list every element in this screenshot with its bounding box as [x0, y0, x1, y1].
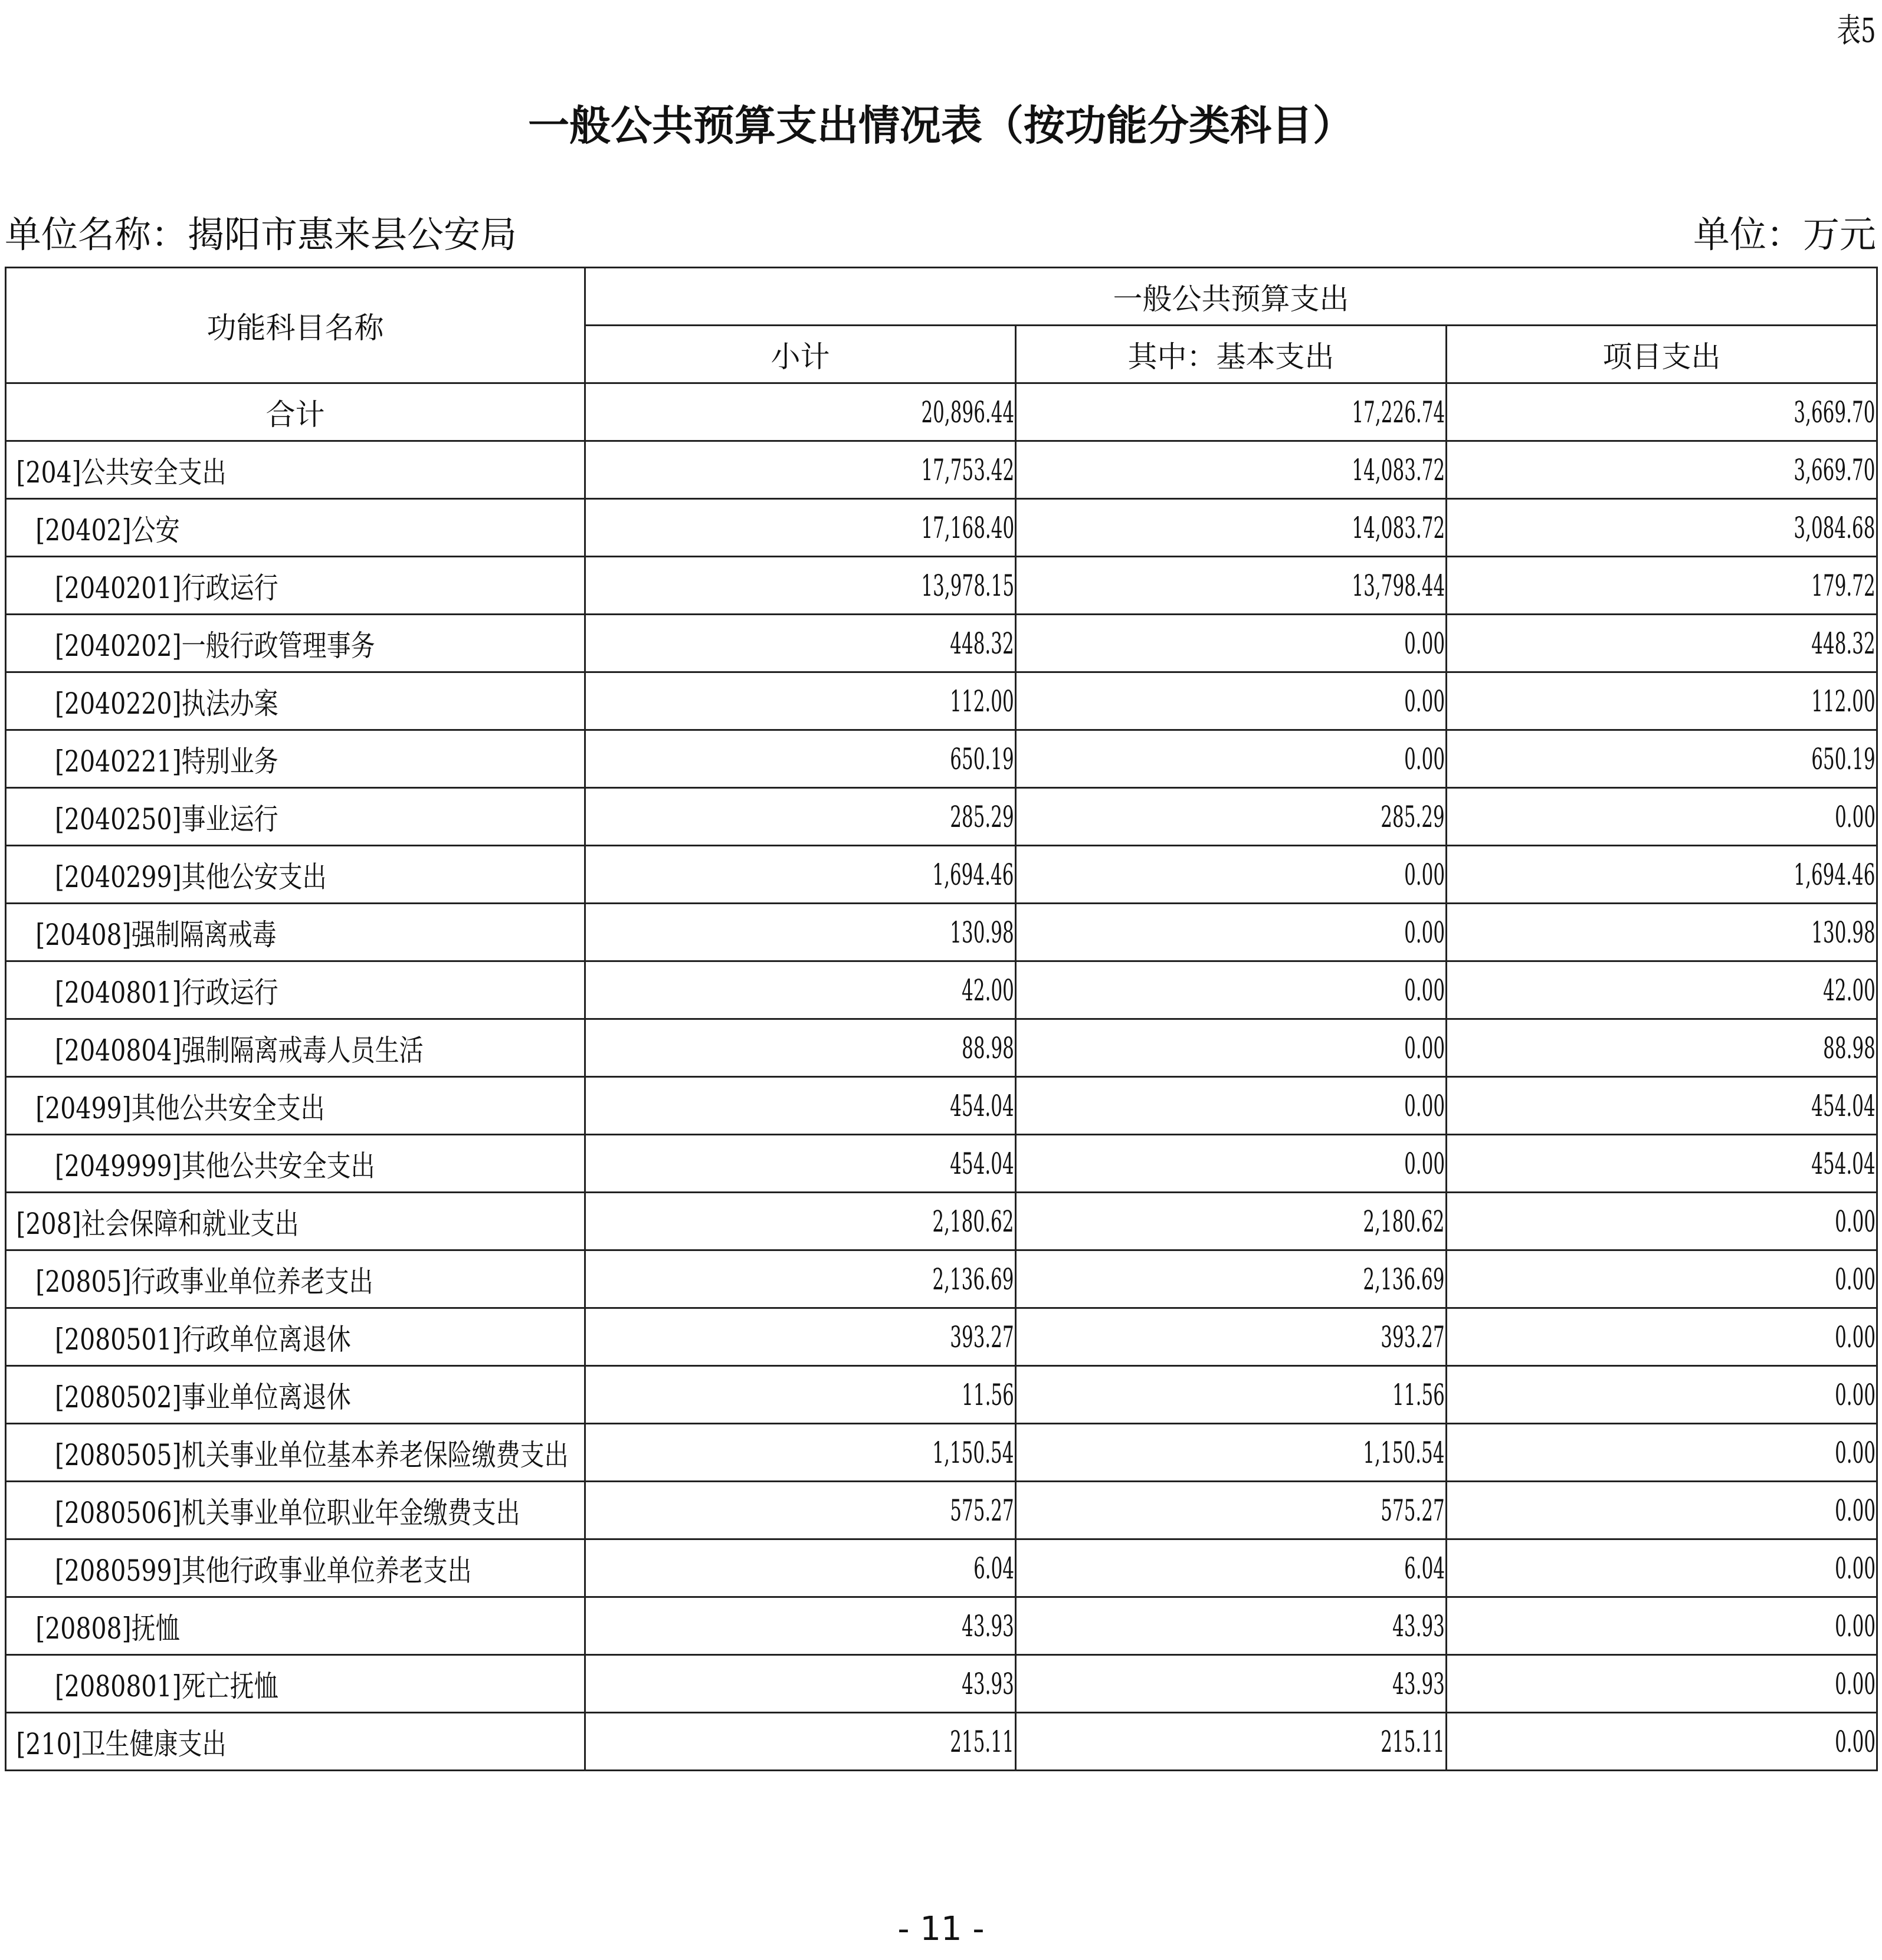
- row-name: [2040202]一般行政管理事务: [6, 615, 585, 672]
- row-basic: 43.93: [1016, 1655, 1447, 1713]
- table-number: 表5: [1837, 12, 1876, 50]
- row-basic: 43.93: [1016, 1597, 1447, 1655]
- row-project: 0.00: [1447, 788, 1877, 846]
- table-row: [6, 557, 1877, 615]
- row-name: [2080505]机关事业单位基本养老保险缴费支出: [6, 1424, 585, 1482]
- table-row: [6, 1308, 1877, 1366]
- row-project: 112.00: [1447, 672, 1877, 730]
- row-name: [2040299]其他公安支出: [6, 846, 585, 904]
- table-row: [6, 1424, 1877, 1482]
- row-project: 448.32: [1447, 615, 1877, 672]
- row-name: [20808]抚恤: [6, 1597, 585, 1655]
- row-project: 88.98: [1447, 1019, 1877, 1077]
- row-basic: 0.00: [1016, 730, 1447, 788]
- total-project: 3,669.70: [1447, 383, 1877, 441]
- row-project: 0.00: [1447, 1655, 1877, 1713]
- row-subtotal: 17,168.40: [585, 499, 1016, 557]
- row-basic: 0.00: [1016, 672, 1447, 730]
- row-basic: 0.00: [1016, 1019, 1447, 1077]
- header-group: 一般公共预算支出: [585, 268, 1877, 326]
- row-basic: 2,136.69: [1016, 1250, 1447, 1308]
- row-subtotal: 6.04: [585, 1539, 1016, 1597]
- table-row: [6, 441, 1877, 499]
- total-subtotal: 20,896.44: [585, 383, 1016, 441]
- row-subtotal: 454.04: [585, 1135, 1016, 1193]
- meta-row: [5, 211, 1876, 258]
- row-subtotal: 1,694.46: [585, 846, 1016, 904]
- row-basic: 1,150.54: [1016, 1424, 1447, 1482]
- row-project: 3,084.68: [1447, 499, 1877, 557]
- budget-table: [5, 267, 1878, 1771]
- page-number: - 11 -: [897, 1910, 985, 1948]
- row-name: [2040220]执法办案: [6, 672, 585, 730]
- row-basic: 0.00: [1016, 1077, 1447, 1135]
- row-basic: 0.00: [1016, 1135, 1447, 1193]
- unit-measure: 单位：万元: [1693, 213, 1876, 256]
- table-row: [6, 1713, 1877, 1771]
- row-subtotal: 88.98: [585, 1019, 1016, 1077]
- row-basic: 13,798.44: [1016, 557, 1447, 615]
- row-basic: 2,180.62: [1016, 1193, 1447, 1250]
- row-project: 42.00: [1447, 961, 1877, 1019]
- row-project: 0.00: [1447, 1539, 1877, 1597]
- table-row: [6, 904, 1877, 961]
- row-project: 0.00: [1447, 1424, 1877, 1482]
- table-row: [6, 1193, 1877, 1250]
- row-subtotal: 215.11: [585, 1713, 1016, 1771]
- row-subtotal: 13,978.15: [585, 557, 1016, 615]
- row-name: [2040804]强制隔离戒毒人员生活: [6, 1019, 585, 1077]
- row-subtotal: 650.19: [585, 730, 1016, 788]
- total-row: [6, 383, 1877, 441]
- row-basic: 285.29: [1016, 788, 1447, 846]
- row-basic: 14,083.72: [1016, 499, 1447, 557]
- row-name: [2049999]其他公共安全支出: [6, 1135, 585, 1193]
- table-row: [6, 672, 1877, 730]
- header-row-top: [6, 268, 1877, 326]
- row-subtotal: 43.93: [585, 1655, 1016, 1713]
- table-row: [6, 1250, 1877, 1308]
- row-subtotal: 1,150.54: [585, 1424, 1016, 1482]
- row-name: [2040801]行政运行: [6, 961, 585, 1019]
- table-row: [6, 1366, 1877, 1424]
- table-row: [6, 730, 1877, 788]
- row-name: [2080599]其他行政事业单位养老支出: [6, 1539, 585, 1597]
- row-project: 179.72: [1447, 557, 1877, 615]
- header-subtotal: 小计: [585, 326, 1016, 383]
- row-subtotal: 112.00: [585, 672, 1016, 730]
- row-name: [20408]强制隔离戒毒: [6, 904, 585, 961]
- table-row: [6, 1482, 1877, 1539]
- row-name: [2040250]事业运行: [6, 788, 585, 846]
- header-basic: 其中：基本支出: [1016, 326, 1447, 383]
- row-basic: 0.00: [1016, 846, 1447, 904]
- row-subtotal: 2,136.69: [585, 1250, 1016, 1308]
- row-project: 0.00: [1447, 1366, 1877, 1424]
- row-basic: 6.04: [1016, 1539, 1447, 1597]
- row-subtotal: 43.93: [585, 1597, 1016, 1655]
- row-project: 3,669.70: [1447, 441, 1877, 499]
- row-name: [20499]其他公共安全支出: [6, 1077, 585, 1135]
- row-project: 0.00: [1447, 1308, 1877, 1366]
- row-name: [2080501]行政单位离退休: [6, 1308, 585, 1366]
- row-project: 454.04: [1447, 1077, 1877, 1135]
- row-name: [20402]公安: [6, 499, 585, 557]
- row-subtotal: 130.98: [585, 904, 1016, 961]
- row-subtotal: 11.56: [585, 1366, 1016, 1424]
- row-project: 0.00: [1447, 1713, 1877, 1771]
- row-basic: 0.00: [1016, 615, 1447, 672]
- table-body: [6, 383, 1877, 1771]
- row-subtotal: 448.32: [585, 615, 1016, 672]
- row-subtotal: 454.04: [585, 1077, 1016, 1135]
- row-name: [2080502]事业单位离退休: [6, 1366, 585, 1424]
- row-name: [208]社会保障和就业支出: [6, 1193, 585, 1250]
- total-basic: 17,226.74: [1016, 383, 1447, 441]
- table-row: [6, 499, 1877, 557]
- table-row: [6, 1539, 1877, 1597]
- row-name: [2040201]行政运行: [6, 557, 585, 615]
- row-name: [210]卫生健康支出: [6, 1713, 585, 1771]
- row-name: [204]公共安全支出: [6, 441, 585, 499]
- unit-name: 单位名称：揭阳市惠来县公安局: [5, 213, 517, 256]
- row-name: [20805]行政事业单位养老支出: [6, 1250, 585, 1308]
- row-subtotal: 17,753.42: [585, 441, 1016, 499]
- row-subtotal: 285.29: [585, 788, 1016, 846]
- row-project: 0.00: [1447, 1250, 1877, 1308]
- row-basic: 0.00: [1016, 961, 1447, 1019]
- table-row: [6, 788, 1877, 846]
- row-project: 130.98: [1447, 904, 1877, 961]
- table-row: [6, 846, 1877, 904]
- table-row: [6, 615, 1877, 672]
- row-basic: 11.56: [1016, 1366, 1447, 1424]
- total-label: 合计: [6, 383, 585, 441]
- row-project: 454.04: [1447, 1135, 1877, 1193]
- table-row: [6, 961, 1877, 1019]
- table-row: [6, 1019, 1877, 1077]
- row-project: 650.19: [1447, 730, 1877, 788]
- row-basic: 14,083.72: [1016, 441, 1447, 499]
- page-title: 一般公共预算支出情况表（按功能分类科目）: [528, 101, 1354, 150]
- table-row: [6, 1077, 1877, 1135]
- row-project: 0.00: [1447, 1482, 1877, 1539]
- row-name: [2040221]特别业务: [6, 730, 585, 788]
- row-project: 0.00: [1447, 1597, 1877, 1655]
- table-row: [6, 1597, 1877, 1655]
- row-project: 1,694.46: [1447, 846, 1877, 904]
- table-row: [6, 1655, 1877, 1713]
- row-name: [2080801]死亡抚恤: [6, 1655, 585, 1713]
- row-project: 0.00: [1447, 1193, 1877, 1250]
- row-subtotal: 2,180.62: [585, 1193, 1016, 1250]
- row-basic: 393.27: [1016, 1308, 1447, 1366]
- header-project: 项目支出: [1447, 326, 1877, 383]
- row-subtotal: 575.27: [585, 1482, 1016, 1539]
- row-name: [2080506]机关事业单位职业年金缴费支出: [6, 1482, 585, 1539]
- row-subtotal: 393.27: [585, 1308, 1016, 1366]
- row-basic: 215.11: [1016, 1713, 1447, 1771]
- header-name-col: 功能科目名称: [6, 268, 585, 383]
- row-basic: 0.00: [1016, 904, 1447, 961]
- row-basic: 575.27: [1016, 1482, 1447, 1539]
- row-subtotal: 42.00: [585, 961, 1016, 1019]
- table-row: [6, 1135, 1877, 1193]
